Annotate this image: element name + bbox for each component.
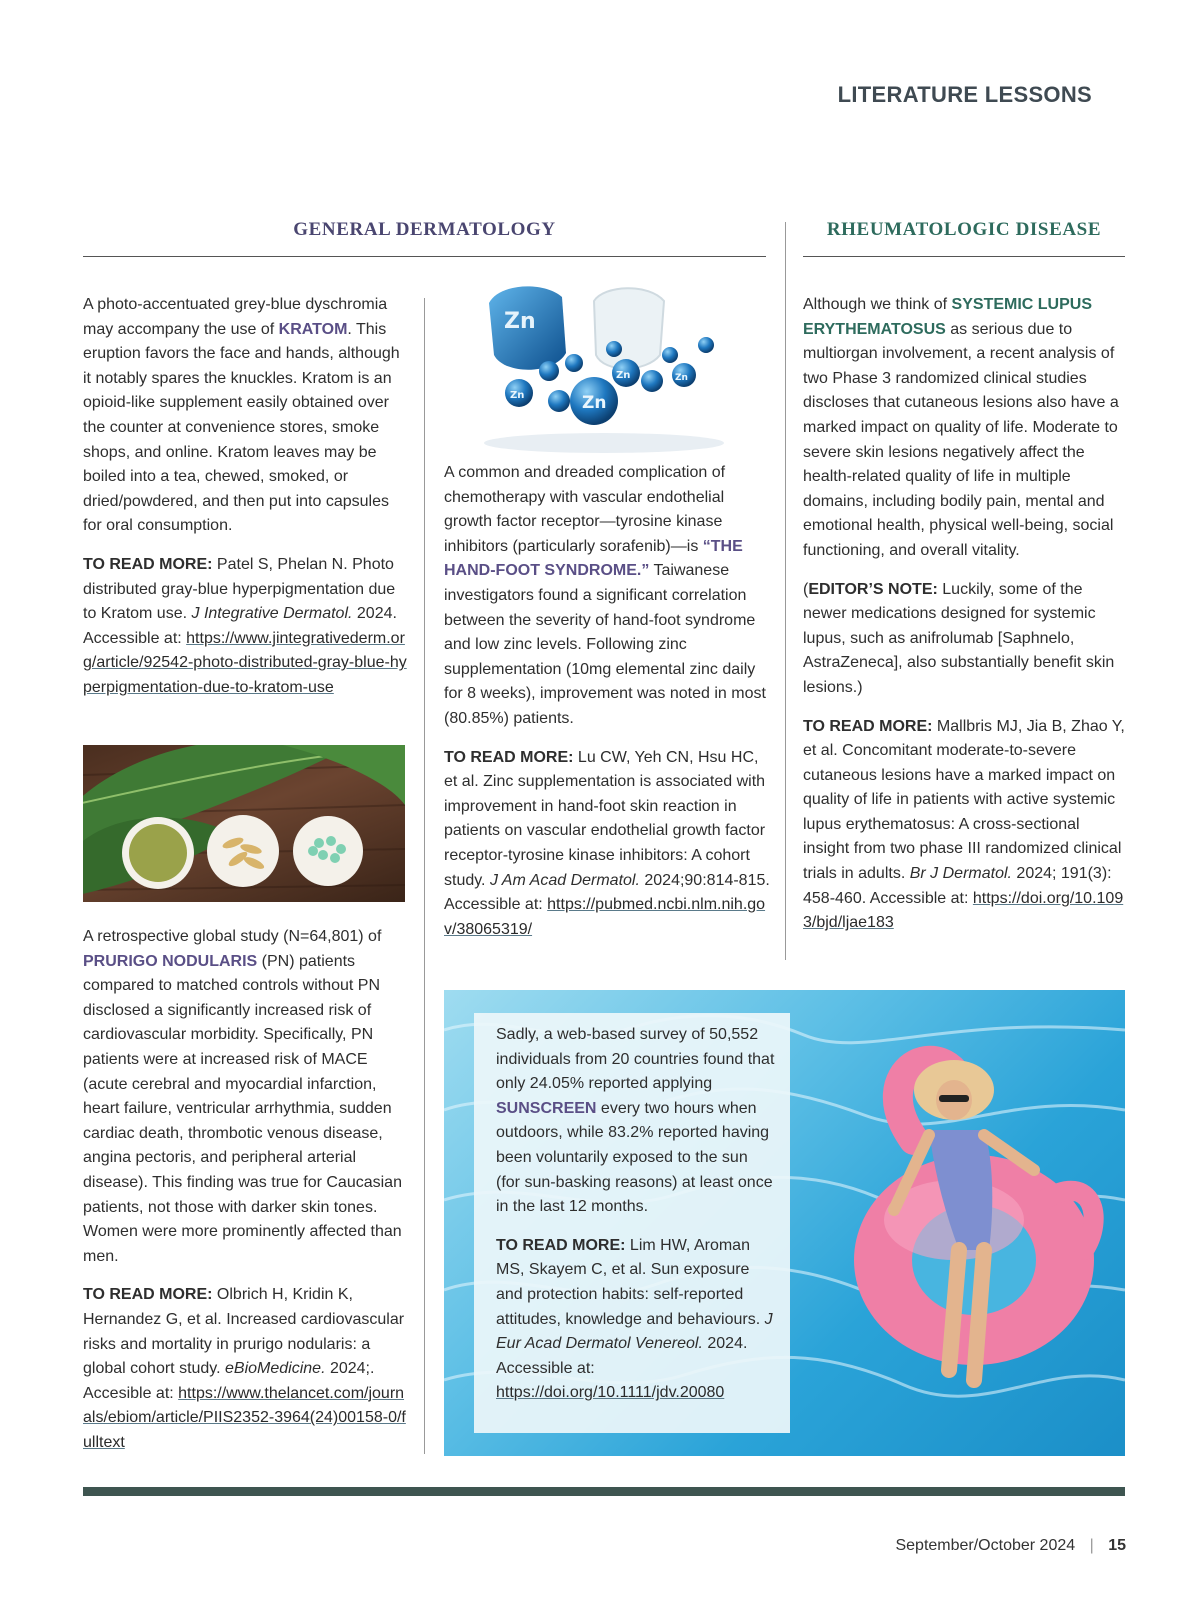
section-head-rheumatologic-disease: RHEUMATOLOGIC DISEASE (826, 219, 1102, 240)
capsule-label: Zn (675, 373, 688, 383)
section-head-general-dermatology: GENERAL DERMATOLOGY (293, 219, 556, 240)
prurigo-article (83, 925, 408, 1469)
sunscreen-callout (474, 1013, 790, 1433)
capsule-label: Zn (582, 393, 607, 413)
kratom-reference-link[interactable]: https://www.jintegrativederm.org/article/92542-photo-distributed-gray-blue-hyperpigmentation-due-to-kratom-use (83, 629, 407, 696)
keyword-sunscreen: SUNSCREEN (496, 1099, 597, 1117)
lupus-article (803, 293, 1125, 950)
capsule-label: Zn (510, 390, 525, 401)
kratom-photo (83, 745, 405, 902)
sunscreen-reference: TO READ MORE: Lim HW, Aroman MS, Skayem C, et al. Sun exposure and protection habits: self-reported attitudes, knowledge and behaviours. J Eur Acad Dermatol Venereol. 2024. Accessible at: https://doi.org/10.1111/jdv.20080 (496, 1236, 773, 1402)
kratom-article (83, 293, 408, 715)
column-divider (785, 222, 786, 960)
column-divider (424, 298, 425, 1454)
footer-separator: | (1089, 1537, 1094, 1554)
prurigo-reference-link[interactable]: https://www.thelancet.com/journals/ebiom/article/PIIS2352-3964(24)00158-0/fulltext (83, 1384, 406, 1451)
hand-foot-article (444, 461, 774, 956)
capsule-label: Zn (504, 309, 536, 334)
kratom-paragraph: A photo-accentuated grey-blue dyschromia may accompany the use of KRATOM. This eruption favors the face and hands, although it notably spares the knuckles. Kratom is an opioid-like supplement easily obtained over the counter at convenience stores, smoke shops, and online. Kratom leaves may be boiled into a tea, chewed, smoked, or dried/powdered, and then put into capsules for oral consumption. (83, 296, 400, 535)
page-number: 15 (1108, 1537, 1126, 1554)
hand-foot-reference-link[interactable]: https://pubmed.ncbi.nlm.nih.gov/38065319/ (444, 896, 766, 938)
divider (83, 256, 766, 257)
issue-date: September/October 2024 (895, 1537, 1076, 1554)
sunscreen-article (496, 1023, 776, 1406)
keyword-kratom: KRATOM (278, 320, 348, 338)
lupus-reference: TO READ MORE: Mallbris MJ, Jia B, Zhao Y, et al. Concomitant moderate-to-severe cutaneous lesions have a marked impact on quality of life in patients with active systemic lupus erythematosus: A cross-sectional insight from two phase III randomized clinical trials in adults. Br J Dermatol. 2024; 191(3): 458-460. Accessible at: https://doi.org/10.1093/bjd/ljae183 (803, 717, 1125, 932)
keyword-prurigo-nodularis: PRURIGO NODULARIS (83, 952, 258, 970)
sunscreen-reference-link[interactable]: https://doi.org/10.1111/jdv.20080 (496, 1384, 725, 1402)
zinc-capsule-illustration (474, 283, 734, 455)
page-footer (895, 1537, 1126, 1555)
footer-bar (83, 1487, 1125, 1496)
keyword-hand-foot-syndrome: “THE HAND-FOOT SYNDROME.” (444, 537, 743, 580)
prurigo-paragraph: A retrospective global study (N=64,801) of PRURIGO NODULARIS (PN) patients compared to matched controls without PN disclosed a significantly increased risk of cardiovascular morbidity. Specifically, PN patients were at increased risk of MACE (acute cerebral and myocardial infarction, heart failure, ventricular arrhythmia, sudden cardiac death, thrombotic venous disease, angina pectoris, and peripheral arterial disease). This finding was true for Caucasian patients, not those with darker skin tones. Women were more prominently affected than men. (83, 928, 402, 1265)
running-header: LITERATURE LESSONS (837, 82, 1092, 107)
lupus-reference-link[interactable]: https://doi.org/10.1093/bjd/ljae183 (803, 889, 1124, 932)
lupus-paragraph: Although we think of SYSTEMIC LUPUS ERYTHEMATOSUS as serious due to multiorgan involvement, a recent analysis of two Phase 3 randomized clinical studies discloses that cutaneous lesions also have a marked impact on quality of life. Moderate to severe skin lesions negatively affect the health-related quality of life in multiple domains, including bodily pain, mental and emotional health, physical well-being, social functioning, and overall vitality. (803, 296, 1119, 559)
hand-foot-reference: TO READ MORE: Lu CW, Yeh CN, Hsu HC, et al. Zinc supplementation is associated with improvement in hand-foot skin reaction in patients on vascular endothelial growth factor receptor-tyrosine kinase inhibitors: A cohort study. J Am Acad Dermatol. 2024;90:814-815. Accessible at: https://pubmed.ncbi.nlm.nih.gov/38065319/ (444, 748, 770, 938)
editors-note: (EDITOR’S NOTE: Luckily, some of the newer medications designed for systemic lupus, such as anifrolumab [Saphnelo, AstraZeneca], also substantially benefit skin lesions.) (803, 580, 1115, 696)
kratom-reference: TO READ MORE: Patel S, Phelan N. Photo distributed gray-blue hyperpigmentation due to Kratom use. J Integrative Dermatol. 2024. Accessible at: https://www.jintegrativederm.org/article/92542-photo-distributed-gray-blue-hyperpigmentation-due-to-kratom-use (83, 555, 407, 696)
capsule-label: Zn (616, 370, 631, 381)
zinc-capsule-photo (474, 283, 734, 455)
hand-foot-paragraph: A common and dreaded complication of chemotherapy with vascular endothelial growth factor receptor—tyrosine kinase inhibitors (particularly sorafenib)—is “THE HAND-FOOT SYNDROME.” Taiwanese investigators found a significant correlation between the severity of hand-foot syndrome and low zinc levels. Following zinc supplementation (10mg elemental zinc daily for 8 weeks), improvement was noted in most (80.85%) patients. (444, 464, 766, 727)
prurigo-reference: TO READ MORE: Olbrich H, Kridin K, Hernandez G, et al. Increased cardiovascular risks and mortality in prurigo nodularis: a global cohort study. eBioMedicine. 2024;. Accesible at: https://www.thelancet.com/journals/ebiom/article/PIIS2352-3964(24)00158-0/fulltext (83, 1286, 406, 1451)
divider (803, 256, 1125, 257)
sunscreen-paragraph: Sadly, a web-based survey of 50,552 individuals from 20 countries found that only 24.05% reported applying SUNSCREEN every two hours when outdoors, while 83.2% reported having been voluntarily exposed to the sun (for sun-basking reasons) at least once in the last 12 months. (496, 1026, 775, 1216)
keyword-systemic-lupus: SYSTEMIC LUPUS ERYTHEMATOSUS (803, 296, 1093, 338)
kratom-leaves-illustration (83, 745, 405, 902)
